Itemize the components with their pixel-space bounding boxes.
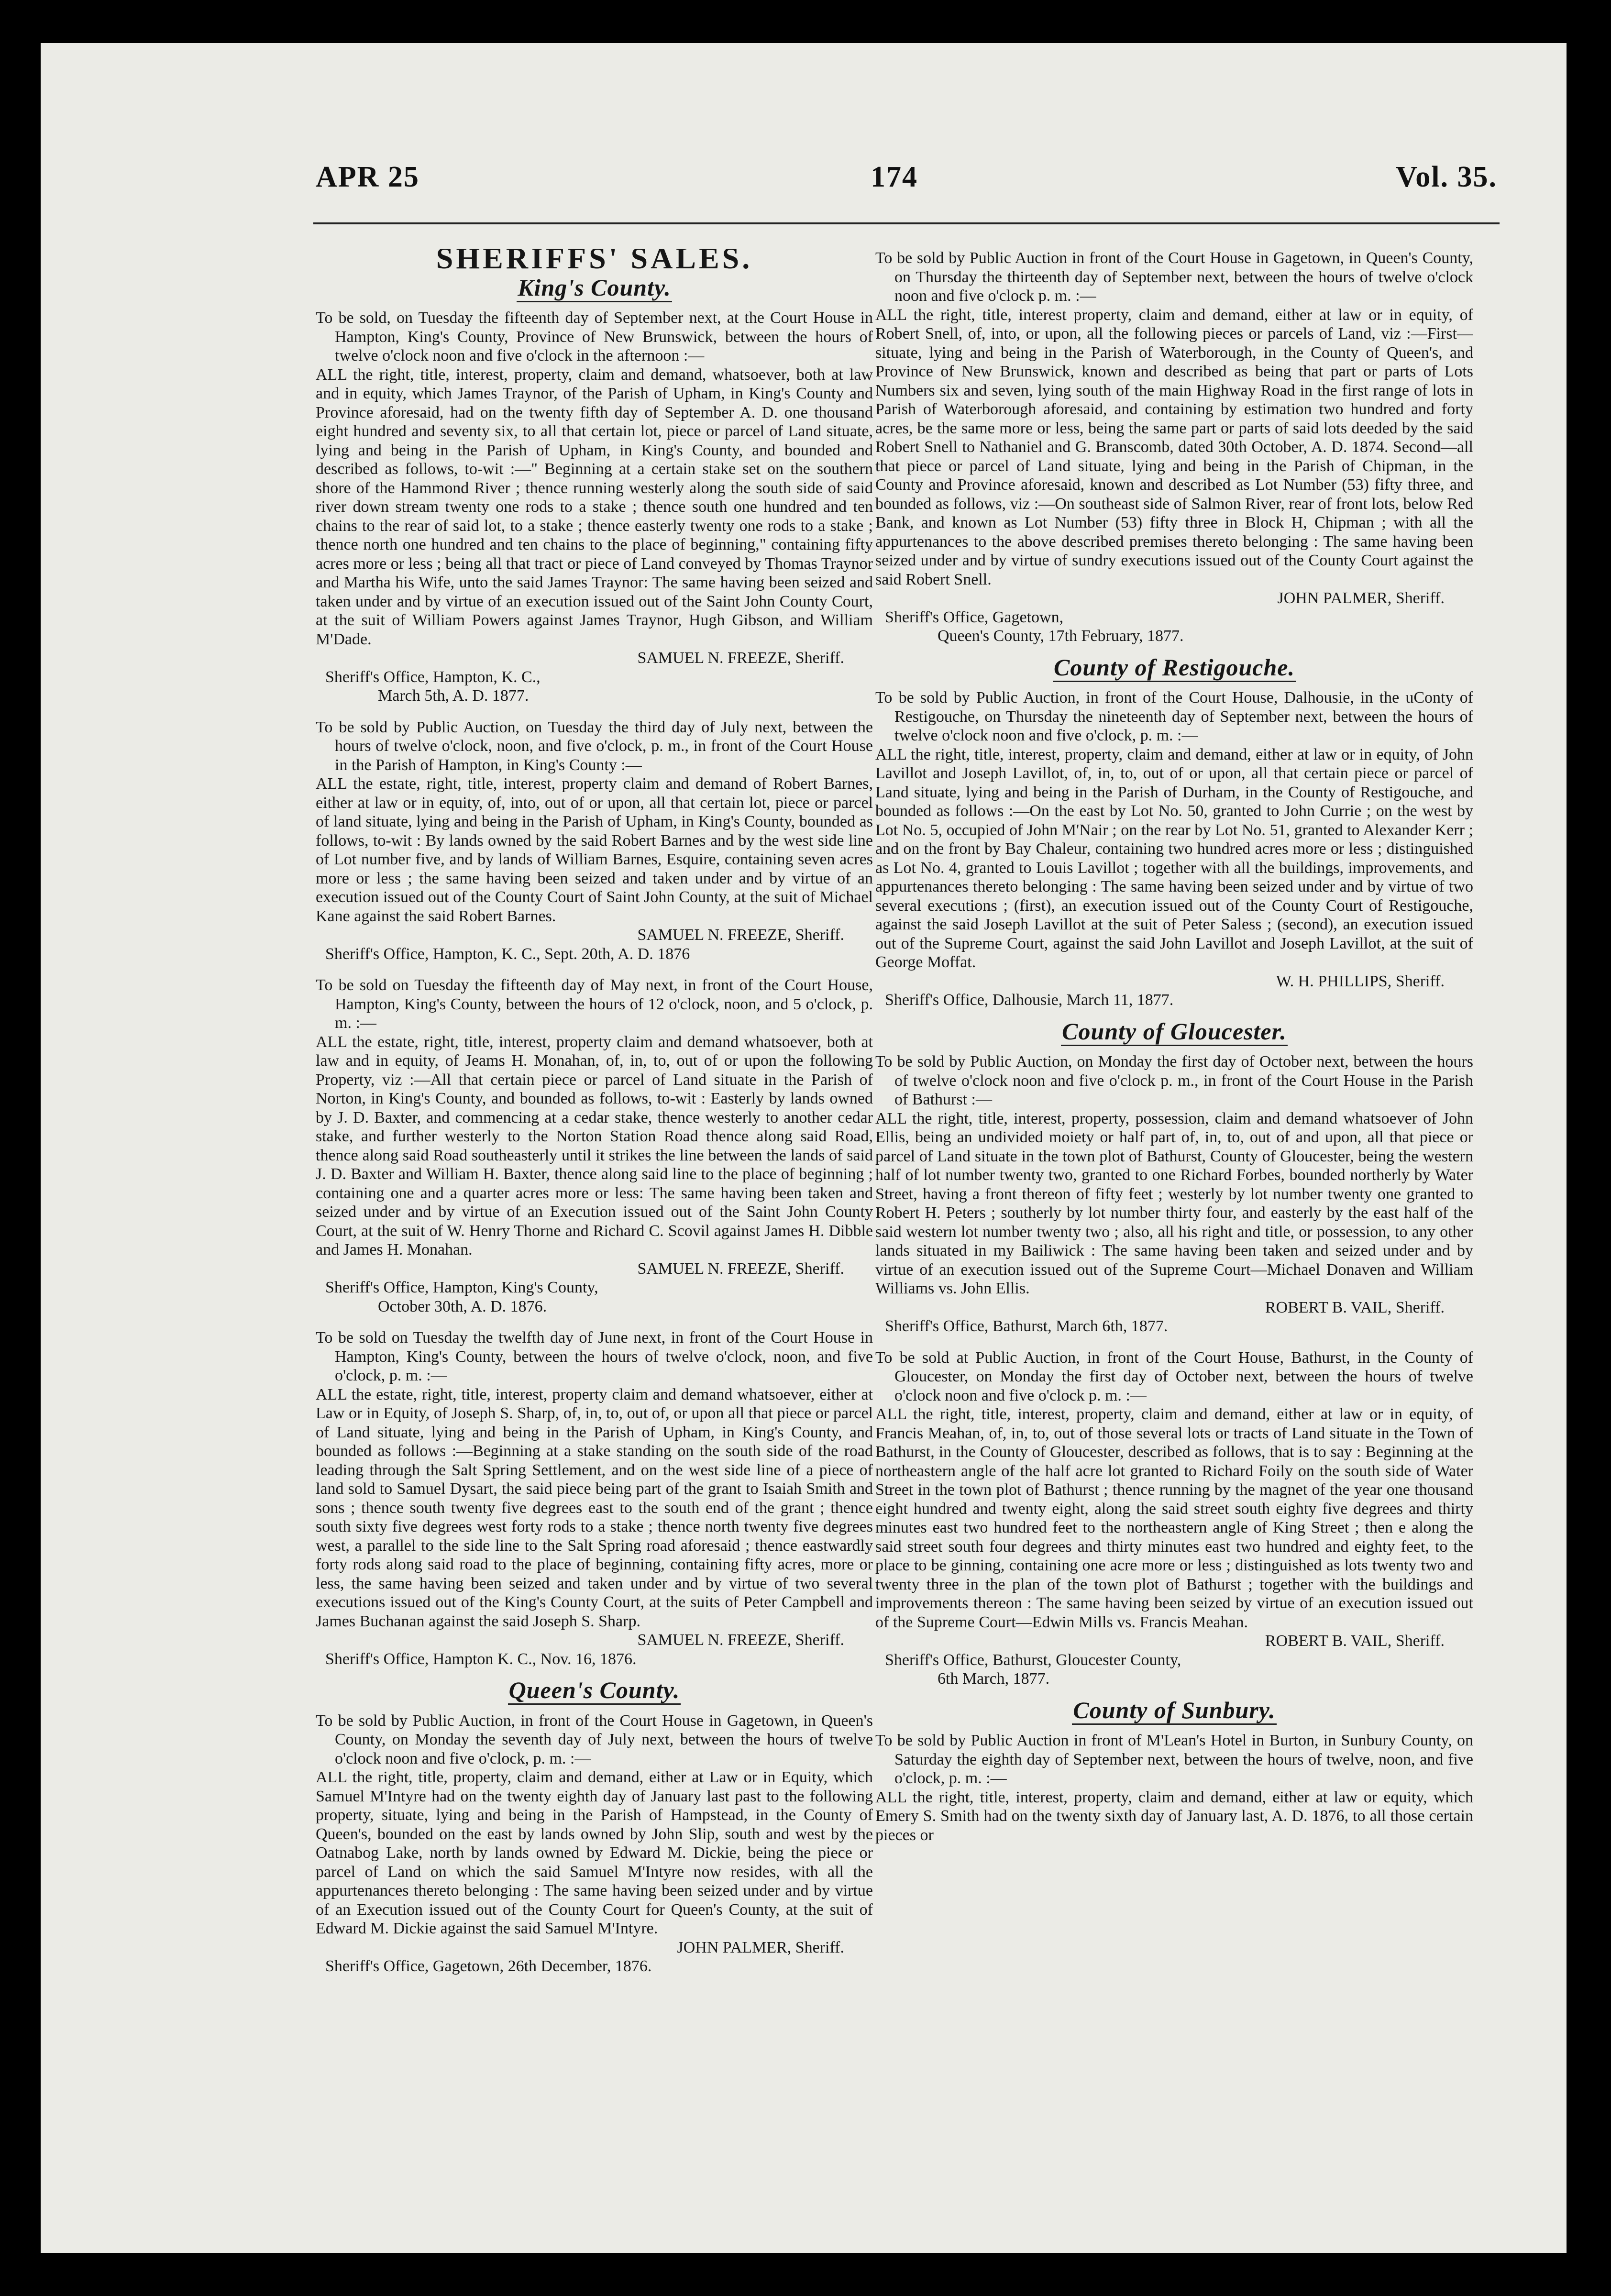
- sheriff-office: Sheriff's Office, Hampton, King's County,: [325, 1279, 598, 1296]
- notice-date: March 5th, A. D. 1877.: [378, 687, 529, 705]
- sale-notice: [875, 688, 1473, 1010]
- sheriff-office: Sheriff's Office, Gagetown, 26th December, 1876.: [325, 1957, 652, 1975]
- notice-intro: To be sold by Public Auction in front of the Court House in Gagetown, in Queen's County, on Thursday the thirteenth day of September next, between the hours of twelve o'clock noon and five o'clock p. m. :—: [875, 249, 1473, 305]
- sheriff-signature: SAMUEL N. FREEZE, Sheriff.: [637, 926, 844, 944]
- left-column: [316, 249, 873, 2239]
- notice-intro: To be sold by Public Auction, in front of the Court House, Dalhousie, in the uConty of Restigouche, on Thursday the nineteenth day of September next, between the hours of twelve o'clock noon and five o'clock, p. m. :—: [875, 689, 1473, 744]
- masthead-rule: [313, 222, 1500, 224]
- notice-body: ALL the right, title, interest, property, claim and demand, either at law or in equity, of Francis Meahan, of, in, to, out of those several lots or tracts of Land situate in the Town of Bathurst, in the County of Gloucester, described as follows, that is to say : Beginning at the northeastern angle of the half acre lot granted to Richard Foily on the south side of Water Street in the town plot of Bathurst ; thence running by the magnet of the year one thousand eight hundred and twenty eight, along the said street south eighty five degrees and thirty minutes east two hundred feet to the northeastern angle of King Street ; then e along the said street south four degrees and thirty minutes east two hundred and eighty feet, to the place to be ginning, containing one acre more or less ; distinguished as lots twenty two and twenty three in the plan of the town plot of Bathurst ; together with the buildings and improvements thereon : The same having been seized by virtue of an execution issued out of the Supreme Court—Edwin Mills vs. Francis Meahan.: [875, 1405, 1473, 1631]
- sale-notice: [875, 249, 1473, 646]
- sale-notice: [316, 309, 873, 706]
- sheriff-office: Sheriff's Office, Hampton, K. C.,: [325, 668, 541, 686]
- notice-intro: To be sold, on Tuesday the fifteenth day of September next, at the Court House in Hampton, King's County, Province of New Brunswick, between the hours of twelve o'clock noon and five o'clock in the afternoon :—: [316, 309, 873, 364]
- notice-body: ALL the estate, right, title, interest, property claim and demand whatsoever, either at Law or in Equity, of Joseph S. Sharp, of, in, to, out of, or upon all that piece or parcel of Land situate, lying and being in the Parish of Upham, in King's County, and bounded as follows :—Beginning at a stake standing on the south side of the road leading through the Salt Spring Settlement, and on the west side line of a piece of land sold to Samuel Dysart, the said piece being part of the grant to Isaiah Smith and sons ; thence south twenty five degrees east to the south end of the grant ; thence south sixty five degrees west forty rods to a stake ; thence north twenty five degrees west, a parallel to the side line to the Salt Spring road aforesaid ; thence eastwardly forty rods along said road to the place of beginning, containing fifty acres, more or less, the same having been seized and taken under and by virtue of two several executions issued out of the King's County Court, at the suits of Peter Campbell and James Buchanan against the said Joseph S. Sharp.: [316, 1385, 873, 1630]
- sheriff-signature: SAMUEL N. FREEZE, Sheriff.: [637, 1259, 844, 1278]
- notice-body: ALL the right, title, interest, property, claim and demand, either at law or in equity, of John Lavillot and Joseph Lavillot, of, in, to, out of or upon, all that certain piece or parcel of Land situate, lying and being in the Parish of Durham, in the County of Restigouche, and bounded as follows :—On the east by Lot No. 50, granted to John Currie ; on the west by Lot No. 5, occupied of John M'Nair ; on the rear by Lot No. 51, granted to Alexander Kerr ; and on the front by Bay Chaleur, containing two hundred acres more or less ; distinguished as Lot No. 4, granted to Louis Lavillot ; together with all the buildings, improvements, and appurtenances thereto belonging : The same having been seized under and by virtue of two several executions ; (first), an execution issued out of the County Court of Restigouche, against the said Joseph Lavillot at the suit of Peter Saless ; (second), an execution issued out of the Supreme Court, against the said John Lavillot and Joseph Lavillot, at the suit of George Moffat.: [875, 745, 1473, 971]
- sale-notice: [875, 1052, 1473, 1336]
- masthead: [316, 160, 1497, 213]
- notice-intro: To be sold at Public Auction, in front of the Court House, Bathurst, in the County of Gloucester, on Monday the first day of October next, between the hours of twelve o'clock noon and five o'clock p. m. :—: [875, 1348, 1473, 1404]
- newspaper-page: [41, 43, 1567, 2253]
- notice-body: ALL the estate, right, title, interest, property claim and demand of Robert Barnes, either at law or in equity, of, into, out of or upon, all that certain lot, piece or parcel of land situate, lying and being in the Parish of Upham, in King's County, bounded as follows, to-wit : By lands owned by the said Robert Barnes and by the west side line of Lot number five, and by lands of William Barnes, Esquire, containing seven acres more or less ; the same having been seized and taken under and by virtue of an execution issued out of the County Court of Saint John County, at the suit of Michael Kane against the said Robert Barnes.: [316, 775, 873, 925]
- sheriff-office: Sheriff's Office, Gagetown,: [885, 608, 1064, 626]
- notice-intro: To be sold by Public Auction, on Monday the first day of October next, between the hours of twelve o'clock noon and five o'clock p. m., in front of the Court House in the Parish of Bathurst :—: [875, 1053, 1473, 1108]
- sheriff-signature: JOHN PALMER, Sheriff.: [1277, 589, 1445, 607]
- county-heading: [875, 653, 1473, 681]
- sale-notice: [875, 1731, 1473, 1844]
- notice-intro: To be sold by Public Auction, in front of the Court House in Gagetown, in Queen's County, on Monday the seventh day of July next, between the hours of twelve o'clock noon and five o'clock, p. m. :—: [316, 1711, 873, 1767]
- county-heading-text: County of Gloucester.: [1061, 1018, 1288, 1046]
- volume-number: Vol. 35.: [1396, 161, 1497, 193]
- notice-intro: To be sold by Public Auction, on Tuesday the third day of July next, between the hours of twelve o'clock, noon, and five o'clock, p. m., in front of the Court House in the Parish of Hampton, in King's County :—: [316, 718, 873, 774]
- sheriff-signature: JOHN PALMER, Sheriff.: [677, 1938, 844, 1956]
- notice-body: ALL the right, title, interest property, claim and demand, either at law or in equity, of Robert Snell, of, into, or upon, all the following pieces or parcels of Land, viz :—First—situate, lying and being in the Parish of Waterborough, in the County of Queen's, and Province of New Brunswick, known and described as being that part or parts of Lots Numbers six and seven, lying south of the main Highway Road in the first range of lots in Parish of Waterborough aforesaid, and containing by estimation two hundred and forty acres, be the same more or less, being the same part or parts of said lots deeded by the said Robert Snell to Nathaniel and G. Branscomb, dated 30th October, A. D. 1874. Second—all that piece or parcel of Land situate, lying and being in the Parish of Chipman, in the County and Province aforesaid, known and described as Lot Number (53) fifty three, and bounded as follows, viz :—On southeast side of Salmon River, rear of front lots, below Red Bank, and known as Lot Number (53) fifty three in Block H, Chipman ; with all the appurtenances to the above described premises thereto belonging : The same having been seized under and by virtue of sundry executions issued out of the County Court against the said Robert Snell.: [875, 306, 1473, 588]
- issue-date: APR 25: [316, 161, 419, 193]
- notice-date: October 30th, A. D. 1876.: [378, 1297, 547, 1315]
- sheriff-signature: W. H. PHILLIPS, Sheriff.: [1276, 972, 1445, 990]
- right-column-content: [875, 249, 1473, 1844]
- notice-body: ALL the right, title, interest, property, claim and demand, either at law or equity, which Emery S. Smith had on the twenty sixth day of January last, A. D. 1876, to all those certain pieces or: [875, 1788, 1473, 1844]
- sheriff-signature: SAMUEL N. FREEZE, Sheriff.: [637, 649, 844, 667]
- county-heading-text: County of Sunbury.: [1072, 1697, 1276, 1725]
- sheriff-signature: ROBERT B. VAIL, Sheriff.: [1265, 1298, 1445, 1316]
- notice-body: ALL the right, title, interest, property, possession, claim and demand whatsoever of John Ellis, being an undivided moiety or half part of, in, to, out of and upon, all that piece or parcel of Land situate in the town plot of Bathurst, County of Gloucester, being the western half of lot number twenty two, granted to one Richard Forbes, bounded northerly by Water Street, having a front thereon of fifty feet ; westerly by lot number twenty one granted to Robert H. Peters ; southerly by lot number thirty four, and easterly by the east half of the said western lot number twenty two ; also, all his right and title, or possession, to any other lands situated in my Bailiwick : The same having been taken and seized under and by virtue of an execution issued out of the Supreme Court—Michael Donaven and William Williams vs. John Ellis.: [875, 1109, 1473, 1297]
- sale-notice: [316, 1711, 873, 1976]
- sheriff-office: Sheriff's Office, Bathurst, March 6th, 1877.: [885, 1317, 1168, 1335]
- county-heading: [875, 1696, 1473, 1723]
- notice-intro: To be sold by Public Auction in front of M'Lean's Hotel in Burton, in Sunbury County, on Saturday the eighth day of September next, between the hours of twelve, noon, and five o'clock, p. m. :—: [875, 1732, 1473, 1787]
- notice-date: 6th March, 1877.: [938, 1670, 1050, 1688]
- sheriff-office: Sheriff's Office, Hampton, K. C., Sept. 20th, A. D. 1876: [325, 945, 690, 963]
- right-column: [875, 249, 1473, 2239]
- sheriff-signature: SAMUEL N. FREEZE, Sheriff.: [637, 1631, 844, 1649]
- county-heading: [316, 274, 873, 301]
- notice-intro: To be sold on Tuesday the twelfth day of June next, in front of the Court House in Hampton, King's County, between the hours of twelve o'clock, noon, and five o'clock, p. m. :—: [316, 1329, 873, 1384]
- notice-date: Queen's County, 17th February, 1877.: [938, 627, 1184, 645]
- left-column-content: [316, 274, 873, 1976]
- sheriff-office: Sheriff's Office, Bathurst, Gloucester County,: [885, 1651, 1181, 1669]
- sheriff-office: Sheriff's Office, Hampton K. C., Nov. 16, 1876.: [325, 1650, 637, 1668]
- sale-notice: [875, 1348, 1473, 1689]
- notice-body: ALL the estate, right, title, interest, property claim and demand whatsoever, both at law and in equity, of Jeams H. Monahan, of, in, to, out of or upon the following Property, viz :—All that certain piece or parcel of Land situate in the Parish of Norton, in King's County, and bounded as follows, to-wit : Easterly by lands owned by J. D. Baxter, and commencing at a cedar stake, thence westerly to another cedar stake, and further westerly to the Norton Station Road thence along said Road, thence along said Road southeasterly until it strikes the line between the lands of said J. D. Baxter and William H. Baxter, thence along said line to the place of beginning ; containing one and a quarter acres more or less: The same having been taken and seized under and by virtue of an Execution issued out of the Saint John County Court, at the suit of W. Henry Thorne and Richard C. Scovil against James H. Dibble and James H. Monahan.: [316, 1033, 873, 1258]
- page-number: 174: [871, 161, 918, 193]
- notice-body: ALL the right, title, interest, property, claim and demand, whatsoever, both at law and in equity, which James Traynor, of the Parish of Upham, in King's County and Province aforesaid, had on the twenty fifth day of September A. D. one thousand eight hundred and seventy six, to all that certain lot, piece or parcel of Land situate, lying and being in the Parish of Upham, in King's County, and bounded and described as follows, to-wit :—" Beginning at a certain stake set on the southern shore of the Hammond River ; thence running westerly along the south side of said river down stream twenty one rods to a stake ; thence south one hundred and ten chains to the rear of said lot, to a stake ; thence easterly twenty one rods to a stake ; thence north one hundred and ten chains to the place of beginning," containing fifty acres more or less ; being all that tract or piece of Land conveyed by Thomas Traynor and Martha his Wife, unto the said James Traynor: The same having been seized and taken under and by virtue of an execution issued out of the Saint John County Court, at the suit of William Powers against James Traynor, Hugh Gibson, and William M'Dade.: [316, 365, 873, 648]
- sale-notice: [316, 1328, 873, 1668]
- sheriff-signature: ROBERT B. VAIL, Sheriff.: [1265, 1632, 1445, 1650]
- county-heading: [875, 1017, 1473, 1045]
- sheriff-office: Sheriff's Office, Dalhousie, March 11, 1877.: [885, 991, 1174, 1009]
- notice-body: ALL the right, title, property, claim and demand, either at Law or in Equity, which Samuel M'Intyre had on the twenty eighth day of January last past to the following property, situate, lying and being in the Parish of Hampstead, in the County of Queen's, bounded on the east by lands owned by John Slip, south and west by the Oatnabog Lake, north by lands owned by Edward M. Dickie, being the piece or parcel of Land on which the said Samuel M'Intyre now resides, with all the appurtenances thereto belonging : The same having been seized under and by virtue of an Execution issued out of the County Court for Queen's County, at the suit of Edward M. Dickie against the said Samuel M'Intyre.: [316, 1768, 873, 1937]
- sale-notice: [316, 976, 873, 1316]
- page-title: SHERIFFS' SALES.: [436, 249, 753, 275]
- county-heading-text: King's County.: [517, 274, 672, 302]
- sale-notice: [316, 718, 873, 964]
- notice-intro: To be sold on Tuesday the fifteenth day of May next, in front of the Court House, Hampton, King's County, between the hours of 12 o'clock, noon, and 5 o'clock, p. m. :—: [316, 976, 873, 1032]
- county-heading: [316, 1677, 873, 1703]
- county-heading-text: County of Restigouche.: [1053, 654, 1296, 682]
- county-heading-text: Queen's County.: [508, 1677, 681, 1705]
